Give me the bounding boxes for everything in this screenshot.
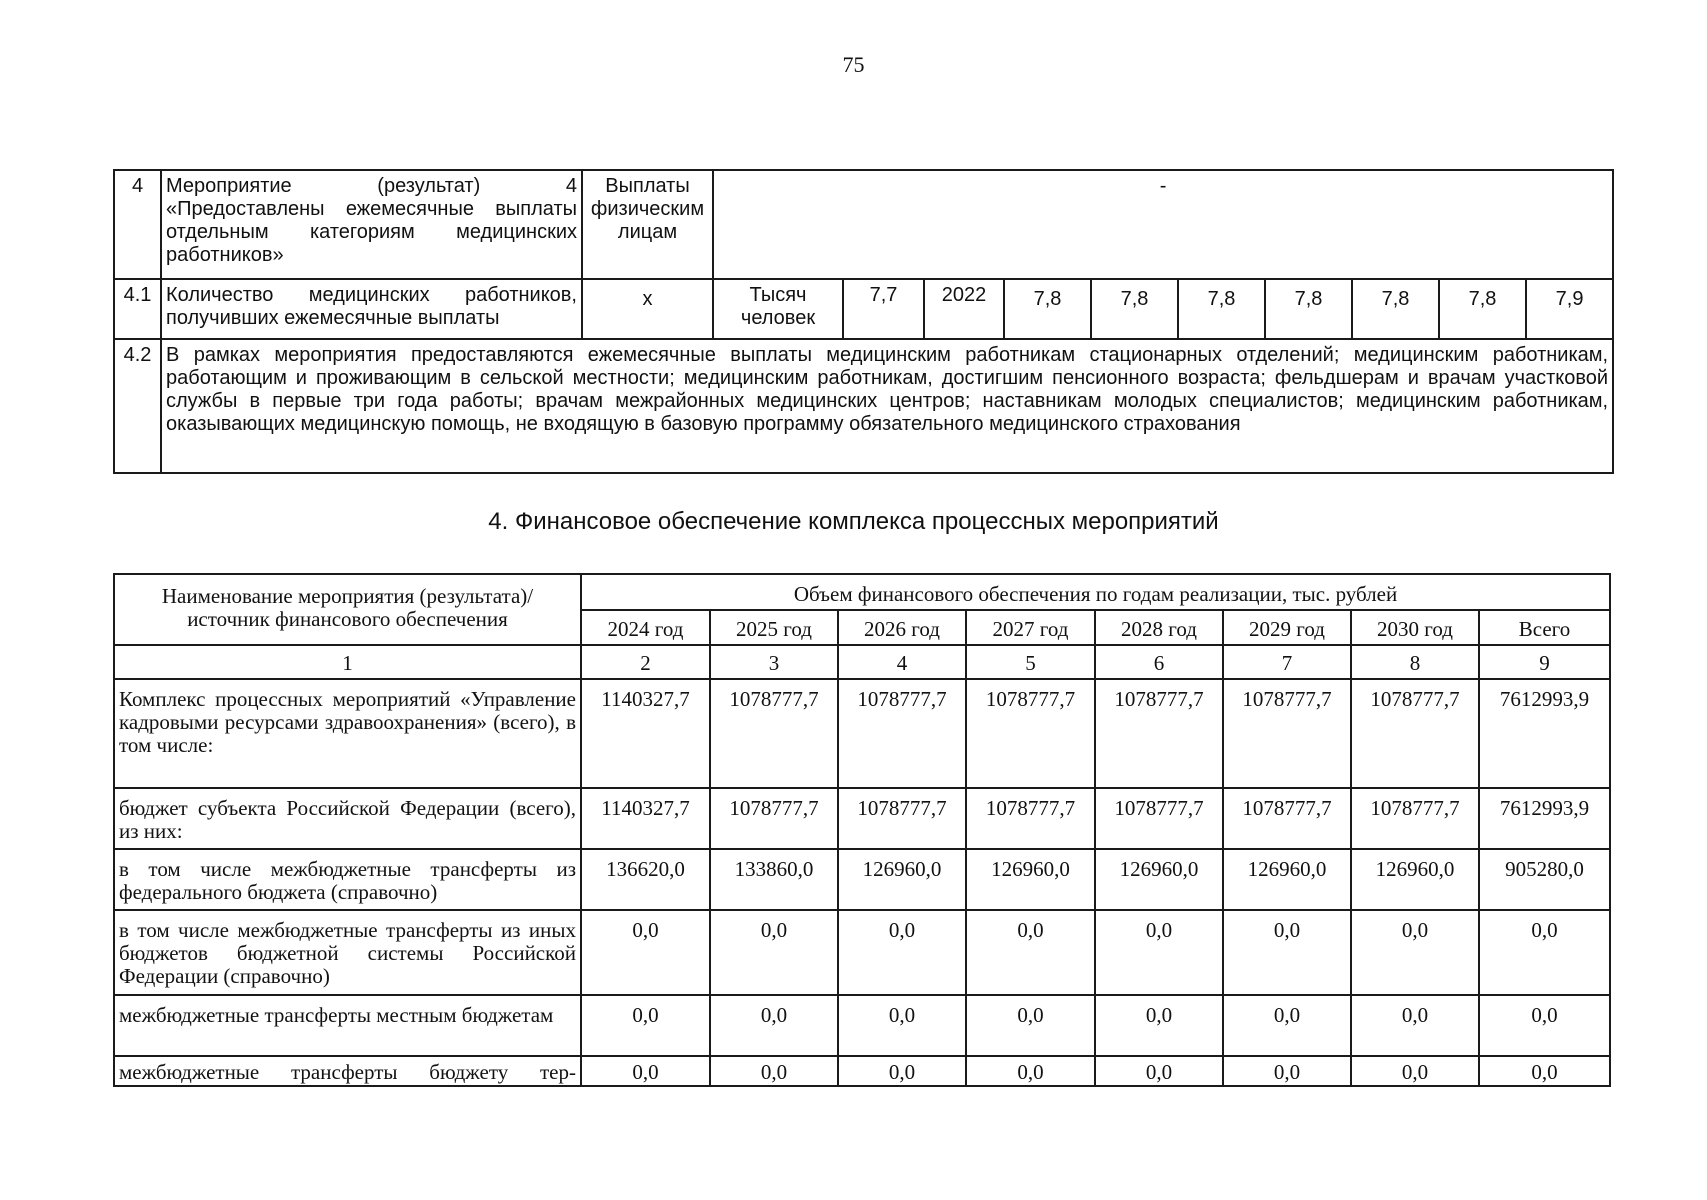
row-total: 7612993,9 <box>1479 679 1610 788</box>
row-value: 0,0 <box>1095 1056 1223 1086</box>
row-value: 1140327,7 <box>581 679 710 788</box>
table-row <box>114 1056 1610 1086</box>
column-number: 7 <box>1223 645 1351 679</box>
column-number: 4 <box>838 645 966 679</box>
row-value: 0,0 <box>1351 1056 1479 1086</box>
row-value: 136620,0 <box>581 849 710 910</box>
event-value: - <box>713 170 1613 279</box>
row-value: 126960,0 <box>1095 849 1223 910</box>
row-value: 126960,0 <box>1351 849 1479 910</box>
row-value: 0,0 <box>581 1056 710 1086</box>
table-row <box>114 849 1610 910</box>
column-number: 5 <box>966 645 1095 679</box>
row-value: 1078777,7 <box>1351 679 1479 788</box>
row-number: 4.2 <box>114 339 161 473</box>
indicator-value: 7,8 <box>1091 279 1178 339</box>
indicator-value: 7,8 <box>1004 279 1091 339</box>
row-value: 1078777,7 <box>966 679 1095 788</box>
row-value: 0,0 <box>710 995 838 1056</box>
row-value: 1078777,7 <box>838 788 966 849</box>
header-row <box>114 574 1610 610</box>
table-row <box>114 679 1610 788</box>
row-name: в том числе межбюджетные трансферты из федерального бюджета (справочно) <box>114 849 581 910</box>
row-value: 0,0 <box>966 1056 1095 1086</box>
row-value: 0,0 <box>1351 995 1479 1056</box>
column-number: 1 <box>114 645 581 679</box>
event-description: В рамках мероприятия предоставляются ежемесячные выплаты медицинским работникам стационарных отделений; медицинским работникам, работающим и проживающим в сельской местности; медицинским работникам, достигшим пенсионного возраста; фельдшерам и врачам участковой службы в первые три года работы; врачам межрайонных медицинских центров; наставникам молодых специалистов; медицинским работникам, оказывающих медицинскую помощь, не входящую в базовую программу обязательного медицинского страхования <box>161 339 1613 473</box>
row-value: 0,0 <box>966 910 1095 995</box>
indicator-name: Количество медицинских работников, получивших ежемесячные выплаты <box>161 279 582 339</box>
column-number: 3 <box>710 645 838 679</box>
indicator-unit: Тысяч человек <box>713 279 843 339</box>
row-total: 0,0 <box>1479 1056 1610 1086</box>
table-row <box>114 170 1613 279</box>
column-number: 2 <box>581 645 710 679</box>
column-number-row <box>114 645 1610 679</box>
row-name: межбюджетные трансферты местным бюджетам <box>114 995 581 1056</box>
row-value: 1078777,7 <box>1095 788 1223 849</box>
row-value: 1078777,7 <box>710 679 838 788</box>
indicator-value: 7,8 <box>1352 279 1439 339</box>
row-value: 0,0 <box>838 995 966 1056</box>
table-row <box>114 339 1613 473</box>
results-table <box>113 169 1614 474</box>
indicator-value: 7,9 <box>1526 279 1613 339</box>
year-header: 2029 год <box>1223 610 1351 645</box>
row-value: 0,0 <box>1223 995 1351 1056</box>
base-year: 2022 <box>924 279 1004 339</box>
row-value: 126960,0 <box>838 849 966 910</box>
row-value: 1078777,7 <box>710 788 838 849</box>
page-number: 75 <box>842 52 865 77</box>
row-name: Комплекс процессных мероприятий «Управление кадровыми ресурсами здравоохранения» (всего), в том числе: <box>114 679 581 788</box>
row-value: 0,0 <box>1351 910 1479 995</box>
indicator-type: х <box>582 279 713 339</box>
column-number: 8 <box>1351 645 1479 679</box>
row-number: 4 <box>114 170 161 279</box>
row-total: 0,0 <box>1479 995 1610 1056</box>
table-row <box>114 995 1610 1056</box>
table-row <box>114 788 1610 849</box>
header-volume: Объем финансового обеспечения по годам реализации, тыс. рублей <box>581 574 1610 610</box>
section-title: 4. Финансовое обеспечение комплекса процессных мероприятий <box>488 508 1219 535</box>
event-name: Мероприятие (результат) 4 «Предоставлены ежемесячные выплаты отдельным категориям медицинских работников» <box>161 170 582 279</box>
row-value: 0,0 <box>581 995 710 1056</box>
row-value: 0,0 <box>710 1056 838 1086</box>
row-name: межбюджетные трансферты бюджету тер- <box>114 1056 581 1086</box>
year-header: 2027 год <box>966 610 1095 645</box>
row-total: 0,0 <box>1479 910 1610 995</box>
financing-table <box>113 573 1611 1087</box>
row-value: 0,0 <box>1095 995 1223 1056</box>
row-value: 0,0 <box>838 1056 966 1086</box>
row-value: 133860,0 <box>710 849 838 910</box>
row-value: 1078777,7 <box>1351 788 1479 849</box>
row-value: 1078777,7 <box>838 679 966 788</box>
row-value: 1078777,7 <box>966 788 1095 849</box>
year-header: 2028 год <box>1095 610 1223 645</box>
row-value: 1078777,7 <box>1095 679 1223 788</box>
column-number: 9 <box>1479 645 1610 679</box>
header-name: Наименование мероприятия (результата)/ источник финансового обеспечения <box>114 574 581 645</box>
row-total: 7612993,9 <box>1479 788 1610 849</box>
event-type: Выплаты физическим лицам <box>582 170 713 279</box>
row-value: 0,0 <box>1223 1056 1351 1086</box>
indicator-value: 7,8 <box>1265 279 1352 339</box>
row-name: в том числе межбюджетные трансферты из иных бюджетов бюджетной системы Российской Федерации (справочно) <box>114 910 581 995</box>
year-header: 2025 год <box>710 610 838 645</box>
table-row <box>114 279 1613 339</box>
year-header: 2030 год <box>1351 610 1479 645</box>
row-value: 0,0 <box>838 910 966 995</box>
row-value: 0,0 <box>1095 910 1223 995</box>
row-name: бюджет субъекта Российской Федерации (всего), из них: <box>114 788 581 849</box>
year-header: 2026 год <box>838 610 966 645</box>
row-number: 4.1 <box>114 279 161 339</box>
base-value: 7,7 <box>843 279 924 339</box>
row-value: 0,0 <box>710 910 838 995</box>
indicator-value: 7,8 <box>1178 279 1265 339</box>
row-value: 1140327,7 <box>581 788 710 849</box>
row-value: 1078777,7 <box>1223 788 1351 849</box>
row-value: 126960,0 <box>966 849 1095 910</box>
row-value: 0,0 <box>1223 910 1351 995</box>
row-value: 1078777,7 <box>1223 679 1351 788</box>
column-number: 6 <box>1095 645 1223 679</box>
row-value: 126960,0 <box>1223 849 1351 910</box>
indicator-value: 7,8 <box>1439 279 1526 339</box>
year-header: 2024 год <box>581 610 710 645</box>
table-row <box>114 910 1610 995</box>
row-value: 0,0 <box>966 995 1095 1056</box>
row-total: 905280,0 <box>1479 849 1610 910</box>
row-value: 0,0 <box>581 910 710 995</box>
total-header: Всего <box>1479 610 1610 645</box>
